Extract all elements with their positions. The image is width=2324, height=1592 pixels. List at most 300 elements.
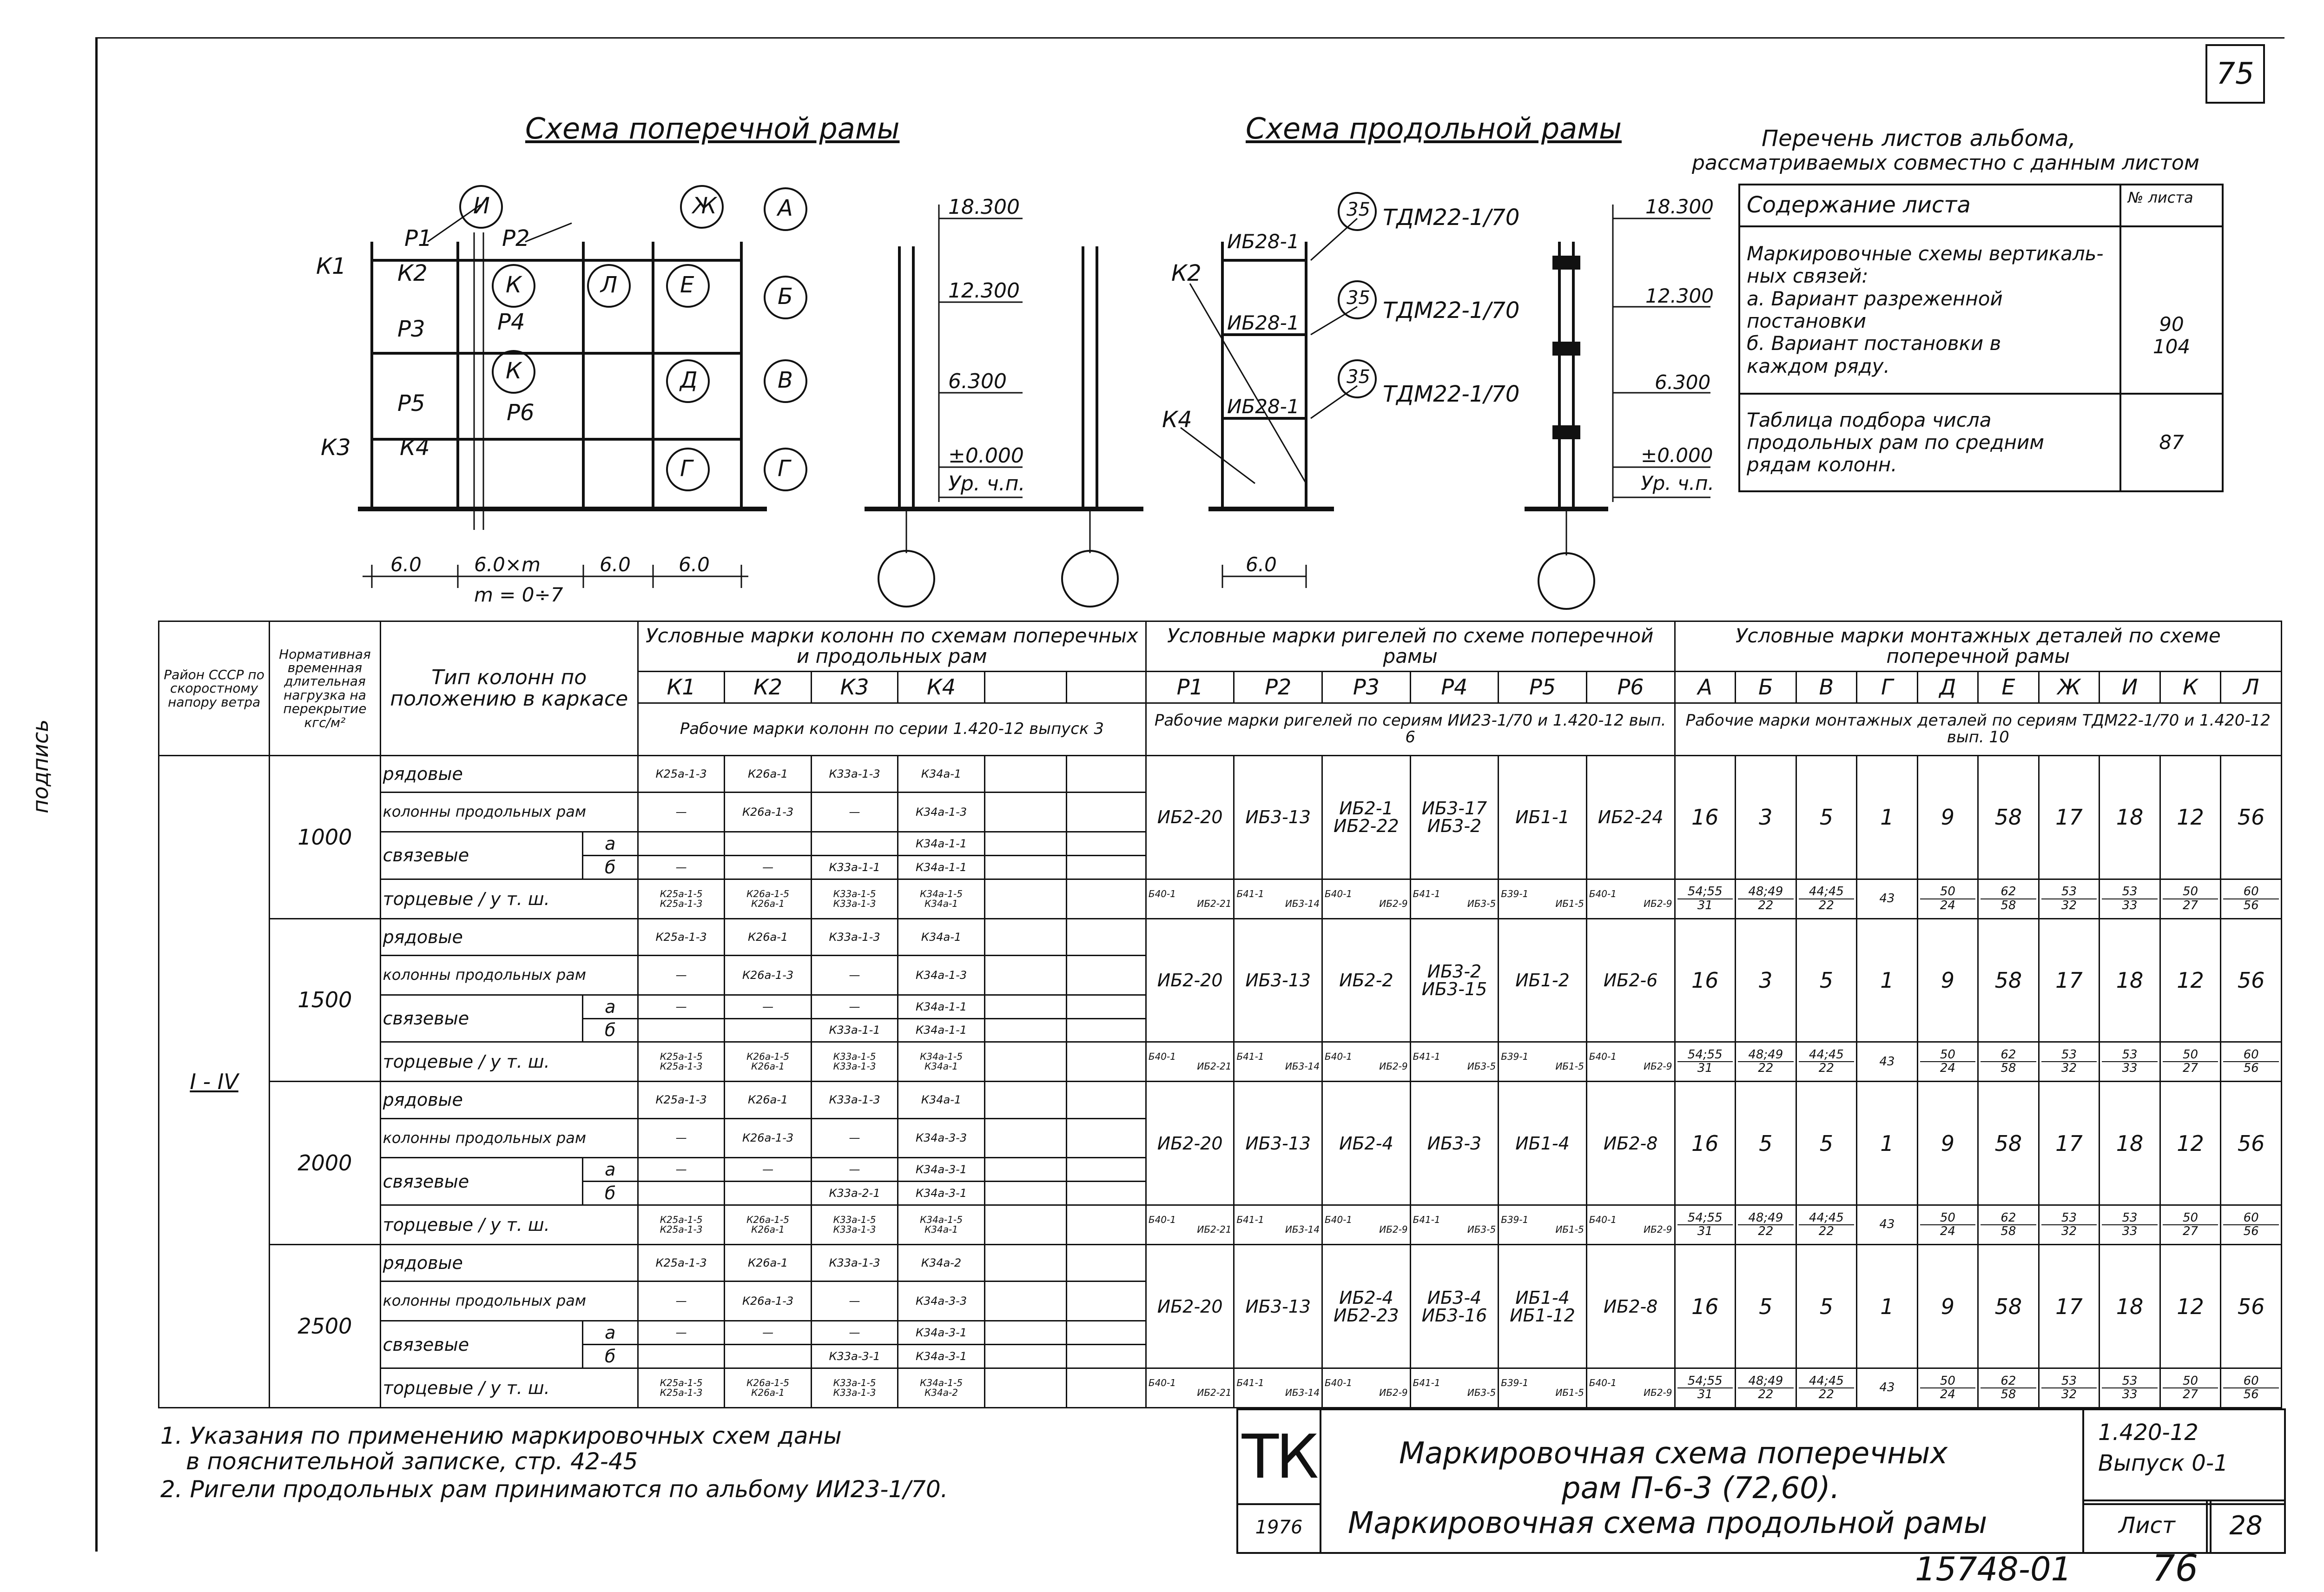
- det-end-mark: 22: [1818, 1387, 1834, 1401]
- tie-b: б: [582, 855, 638, 879]
- col-mark-end: [638, 1205, 724, 1245]
- col-head: К3: [811, 671, 898, 703]
- sheet-label: Лист: [2119, 1513, 2175, 1539]
- col-mark: [638, 832, 724, 855]
- det-end-mark: 33: [2122, 1224, 2138, 1239]
- col-head: К1: [638, 671, 724, 703]
- col-mark: [811, 832, 898, 855]
- rig-head: Р3: [1322, 671, 1411, 703]
- label-P2: Р2: [502, 225, 530, 251]
- rig-mark: ИБ2-20: [1157, 807, 1223, 828]
- det-end-mark: 54;55: [1677, 1212, 1733, 1225]
- col-mark-end: [898, 879, 984, 918]
- col-mark: К34а-3-1: [898, 1182, 984, 1205]
- head-col-work: Рабочие марки колонн по серии 1.420-12 выпуск 3: [638, 703, 1146, 755]
- det-end-mark: 62: [1981, 885, 2036, 899]
- col-mark: К33а-2-1: [811, 1182, 898, 1205]
- col-mark: К34а-1-3: [898, 792, 984, 832]
- det-end-mark: 53: [2041, 1049, 2097, 1062]
- det-mark: 9: [1917, 755, 1978, 879]
- end-mark: К25а-1-5: [660, 1214, 703, 1226]
- type-row: рядовые: [380, 755, 638, 792]
- rig-cell: [1499, 1245, 1587, 1368]
- rig-end-mark: Б40-1: [1325, 888, 1353, 899]
- rig-end: [1322, 879, 1411, 918]
- rig-mark: ИБ2-22: [1333, 816, 1399, 837]
- det-mark: 3: [1736, 755, 1796, 879]
- det-end-mark: 50: [1920, 1049, 1976, 1062]
- rig-end-mark: ИБ3-14: [1285, 1387, 1320, 1398]
- blank: [1066, 792, 1146, 832]
- blank: [1066, 1158, 1146, 1182]
- blank: [984, 792, 1066, 832]
- rig-mark: ИБ2-4: [1339, 1287, 1393, 1308]
- type-tie: связевые: [380, 832, 582, 879]
- logo-box: [1236, 1408, 1321, 1554]
- det-mark: 9: [1917, 1082, 1978, 1205]
- rig-head: Р6: [1586, 671, 1675, 703]
- col-mark: —: [811, 792, 898, 832]
- rig-mark: ИБ2-2: [1339, 970, 1393, 991]
- rig-end-mark: ИБ2-9: [1644, 898, 1672, 909]
- det-mark: 16: [1675, 918, 1736, 1042]
- end-mark: К26а-1: [751, 1387, 785, 1398]
- rig-end: [1146, 1042, 1234, 1082]
- col-mark: —: [725, 855, 811, 879]
- blank: [984, 1321, 1066, 1345]
- row1-line: б. Вариант постановки в: [1747, 332, 2001, 355]
- rig-end-mark: ИБ3-5: [1467, 898, 1496, 909]
- det-mark: 1: [1857, 918, 1918, 1042]
- circle-E: Е: [680, 272, 694, 298]
- rig-mark: ИБ2-20: [1157, 1133, 1223, 1154]
- col-mark: К26а-1: [725, 1082, 811, 1118]
- det-end: [1857, 1042, 1918, 1082]
- end-mark: К33а-1-3: [833, 898, 876, 909]
- col-mark-end: [898, 1368, 984, 1407]
- col-mark-end: [725, 1205, 811, 1245]
- det-end-mark: 44;45: [1799, 1049, 1855, 1062]
- col-mark-end: [811, 879, 898, 918]
- det-end-mark: 22: [1758, 1061, 1774, 1076]
- det-end-mark: 60: [2223, 1375, 2279, 1388]
- series-box: [2082, 1408, 2286, 1505]
- col-mark-end: [811, 1368, 898, 1407]
- rig-cell: [1499, 1082, 1587, 1205]
- rig-end: [1586, 1205, 1675, 1245]
- det-end-mark: 22: [1758, 898, 1774, 912]
- col-mark: К34а-1: [898, 755, 984, 792]
- head-region: Район СССР по скоростному напору ветра: [159, 621, 270, 756]
- det-head: Б: [1736, 671, 1796, 703]
- head-det-work: Рабочие марки монтажных деталей по сериям ТДМ22-1/70 и 1.420-12 вып. 10: [1675, 703, 2282, 755]
- type-end: торцевые / у т. ш.: [380, 879, 638, 918]
- rig-end-mark: Б40-1: [1589, 1051, 1617, 1063]
- det-end-mark: 22: [1818, 898, 1834, 912]
- rig-mark: ИБ3-13: [1245, 1296, 1311, 1317]
- col-mark-end: [725, 1368, 811, 1407]
- sheet-no: 28: [2229, 1511, 2263, 1541]
- level-6300: 6.300: [948, 370, 1007, 393]
- long-tdm-2: ТДМ22-1/70: [1383, 297, 1520, 324]
- bottom-page: 76: [2152, 1548, 2199, 1590]
- rig-mark: ИБ3-2: [1427, 961, 1482, 982]
- col-mark: —: [638, 855, 724, 879]
- sheet-list-row1-no: [2120, 226, 2223, 394]
- transverse-frame-title: Схема поперечной рамы: [525, 112, 900, 145]
- det-end-mark: 32: [2061, 898, 2077, 912]
- det-end-mark: 53: [2102, 1375, 2158, 1388]
- det-mark: 3: [1736, 918, 1796, 1042]
- rig-end-mark: Б39-1: [1501, 1051, 1529, 1063]
- blank: [984, 1345, 1066, 1368]
- det-end-mark: 50: [1920, 885, 1976, 899]
- col-head-blank: [1066, 671, 1146, 703]
- det-mark: 16: [1675, 1082, 1736, 1205]
- dim-3: 6.0: [600, 553, 631, 576]
- col-mark: К34а-1-3: [898, 955, 984, 995]
- rig-cell: [1499, 918, 1587, 1042]
- col-mark: К33а-3-1: [811, 1345, 898, 1368]
- det-mark: 58: [1978, 918, 2039, 1042]
- col-mark: К34а-1-1: [898, 1018, 984, 1042]
- rig-mark: ИБ3-13: [1245, 807, 1311, 828]
- blank: [984, 755, 1066, 792]
- blank: [1066, 855, 1146, 879]
- blank: [984, 918, 1066, 955]
- rig-cell: [1586, 1245, 1675, 1368]
- blank: [1066, 1368, 1146, 1407]
- rig-end-mark: ИБ1-5: [1555, 1061, 1584, 1072]
- rig-cell: [1322, 918, 1411, 1042]
- blank: [984, 1182, 1066, 1205]
- det-mark: 18: [2100, 755, 2160, 879]
- end-mark: К26а-1: [751, 1224, 785, 1235]
- end-mark: К34а-1: [924, 1061, 958, 1072]
- blank: [984, 879, 1066, 918]
- det-end: [2100, 1205, 2160, 1245]
- det-end-mark: 43: [1879, 891, 1895, 905]
- row2-line: продольных рам по средним: [1747, 430, 2044, 454]
- col-mark: —: [725, 1158, 811, 1182]
- det-end-mark: 22: [1758, 1387, 1774, 1401]
- col-mark-end: [898, 1205, 984, 1245]
- col-mark: К26а-1: [725, 755, 811, 792]
- det-end: [1978, 879, 2039, 918]
- det-end: [1917, 1042, 1978, 1082]
- level-0000: ±0.000: [948, 444, 1024, 468]
- col-mark: К34а-1-1: [898, 832, 984, 855]
- year: 1976: [1238, 1503, 1320, 1550]
- rig-end: [1322, 1042, 1411, 1082]
- row2-line: Таблица подбора числа: [1747, 408, 1992, 431]
- col-mark: —: [811, 1321, 898, 1345]
- det-mark: 5: [1796, 1082, 1857, 1205]
- det-end-mark: 44;45: [1799, 1375, 1855, 1388]
- rig-mark: ИБ2-6: [1603, 970, 1658, 991]
- rig-mark: ИБ2-20: [1157, 970, 1223, 991]
- col-mark: —: [638, 995, 724, 1018]
- rig-end-mark: Б41-1: [1236, 1051, 1264, 1063]
- det-end: [2039, 879, 2100, 918]
- row1-line: постановки: [1747, 310, 1867, 332]
- col-mark-end: [638, 879, 724, 918]
- col-mark: К33а-1-3: [811, 1082, 898, 1118]
- col-mark: К34а-3-1: [898, 1345, 984, 1368]
- rig-mark: ИБ2-20: [1157, 1296, 1223, 1317]
- marking-table: [158, 621, 2282, 1408]
- col-mark: К33а-1-1: [811, 1018, 898, 1042]
- det-end-mark: 54;55: [1677, 1375, 1733, 1388]
- det-mark: 9: [1917, 918, 1978, 1042]
- tie-a: а: [582, 995, 638, 1018]
- det-end: [1978, 1205, 2039, 1245]
- region: I - IV: [159, 755, 270, 1407]
- det-head: Ж: [2039, 671, 2100, 703]
- note-1a: 1. Указания по применению маркировочных схем даны: [160, 1422, 842, 1449]
- det-end-mark: 58: [2000, 1061, 2016, 1076]
- blank: [1066, 955, 1146, 995]
- det-end: [1736, 879, 1796, 918]
- det-end-mark: 50: [2163, 885, 2218, 899]
- det-mark: 12: [2160, 755, 2221, 879]
- det-head: В: [1796, 671, 1857, 703]
- rig-end-mark: ИБ1-5: [1555, 898, 1584, 909]
- long-ub-1: ИБ28-1: [1227, 230, 1300, 253]
- det-mark: 9: [1917, 1245, 1978, 1368]
- tie-a: а: [582, 832, 638, 855]
- det-mark: 58: [1978, 1082, 2039, 1205]
- rig-end-mark: Б39-1: [1501, 888, 1529, 899]
- det-mark: 17: [2039, 1082, 2100, 1205]
- rig-end: [1410, 1205, 1499, 1245]
- dim-m-range: m = 0÷7: [474, 583, 563, 606]
- col-mark: —: [811, 1158, 898, 1182]
- rig-end-mark: ИБ2-9: [1379, 1387, 1408, 1398]
- det-end: [2221, 1042, 2282, 1082]
- rig-end: [1410, 1368, 1499, 1407]
- det-mark: 5: [1796, 755, 1857, 879]
- det-end: [1736, 1042, 1796, 1082]
- rig-mark: ИБ2-23: [1333, 1305, 1399, 1326]
- col-mark-end: [725, 1042, 811, 1082]
- blank: [1066, 1321, 1146, 1345]
- blank: [984, 1042, 1066, 1082]
- det-end-mark: 62: [1981, 1049, 2036, 1062]
- load-value: 1500: [270, 918, 380, 1082]
- rig-end-mark: ИБ3-14: [1285, 1224, 1320, 1235]
- det-end-mark: 58: [2000, 898, 2016, 912]
- det-end-mark: 50: [2163, 1375, 2218, 1388]
- det-end: [2221, 879, 2282, 918]
- det-end-mark: 56: [2243, 1224, 2259, 1239]
- rig-cell: [1234, 1245, 1322, 1368]
- long-ub-3: ИБ28-1: [1227, 395, 1300, 418]
- det-mark: 58: [1978, 1245, 2039, 1368]
- circle-L: Л: [601, 272, 618, 298]
- circle-V: В: [778, 367, 793, 393]
- end-mark: К26а-1-5: [746, 1377, 789, 1388]
- end-mark: К25а-1-3: [660, 898, 703, 909]
- det-end-mark: 60: [2223, 885, 2279, 899]
- rig-end-mark: ИБ2-9: [1644, 1224, 1672, 1235]
- circle-G1: Г: [680, 456, 693, 482]
- head-det-marks: Условные марки монтажных деталей по схеме поперечной рамы: [1675, 621, 2282, 672]
- type-row: рядовые: [380, 1082, 638, 1118]
- dim-1: 6.0: [390, 553, 422, 576]
- bottom-code: 15748-01: [1915, 1550, 2072, 1588]
- col-mark: [638, 1182, 724, 1205]
- det-end-mark: 24: [1940, 898, 1955, 912]
- det-mark: 5: [1796, 918, 1857, 1042]
- det-end: [1857, 879, 1918, 918]
- col-mark: К34а-2: [898, 1245, 984, 1282]
- det-end: [1675, 879, 1736, 918]
- long-level-0000: ±0.000: [1641, 444, 1713, 467]
- tie-b: б: [582, 1182, 638, 1205]
- end-mark: К33а-1-5: [833, 1377, 876, 1388]
- circle-D: Д: [680, 367, 698, 393]
- rig-end-mark: Б41-1: [1236, 888, 1264, 899]
- col-mark-end: [725, 879, 811, 918]
- det-mark: 16: [1675, 755, 1736, 879]
- det-end-mark: 43: [1879, 1054, 1895, 1069]
- rig-end: [1234, 879, 1322, 918]
- rig-end-mark: ИБ2-21: [1197, 1387, 1232, 1398]
- rig-cell: [1234, 918, 1322, 1042]
- det-end: [1857, 1205, 1918, 1245]
- rig-end-mark: ИБ2-21: [1197, 1061, 1232, 1072]
- sheet-list-row2-no: 87: [2120, 394, 2223, 491]
- det-end-mark: 31: [1697, 898, 1713, 912]
- rig-mark: ИБ3-16: [1421, 1305, 1487, 1326]
- col-mark: —: [638, 1118, 724, 1158]
- det-end-mark: 32: [2061, 1224, 2077, 1239]
- det-head: И: [2100, 671, 2160, 703]
- col-mark: [638, 1018, 724, 1042]
- col-mark: —: [725, 995, 811, 1018]
- row1-line: Маркировочные схемы вертикаль-: [1747, 242, 2104, 265]
- label-P3: Р3: [397, 316, 425, 342]
- rig-end-mark: Б40-1: [1148, 888, 1176, 899]
- col-head: К2: [725, 671, 811, 703]
- rig-end-mark: Б39-1: [1501, 1214, 1529, 1226]
- long-n-1: 35: [1347, 199, 1370, 220]
- det-end: [1675, 1042, 1736, 1082]
- end-mark: К26а-1: [751, 898, 785, 909]
- det-end-mark: 60: [2223, 1212, 2279, 1225]
- load-value: 1000: [270, 755, 380, 918]
- det-end-mark: 24: [1940, 1224, 1955, 1239]
- rig-head: Р4: [1410, 671, 1499, 703]
- load-value: 2500: [270, 1245, 380, 1408]
- rig-end: [1146, 879, 1234, 918]
- det-end: [2100, 879, 2160, 918]
- end-mark: К26а-1-5: [746, 1214, 789, 1226]
- blank: [984, 1282, 1066, 1321]
- col-mark: К34а-1: [898, 1082, 984, 1118]
- blank: [984, 1018, 1066, 1042]
- margin-stamp: подпись: [28, 719, 53, 813]
- blank: [984, 1082, 1066, 1118]
- rig-end-mark: Б40-1: [1148, 1214, 1176, 1226]
- det-end: [2039, 1042, 2100, 1082]
- note-2: 2. Ригели продольных рам принимаются по альбому ИИ23-1/70.: [160, 1476, 948, 1503]
- rig-end-mark: ИБ1-5: [1555, 1387, 1584, 1398]
- long-n-2: 35: [1347, 287, 1370, 309]
- level-floor: Ур. ч.п.: [948, 472, 1025, 495]
- rig-end: [1234, 1205, 1322, 1245]
- rig-cell: [1146, 918, 1234, 1042]
- rig-cell: [1410, 1245, 1499, 1368]
- rig-cell: [1586, 918, 1675, 1042]
- long-ub-2: ИБ28-1: [1227, 311, 1300, 334]
- col-mark: [725, 1345, 811, 1368]
- end-mark: К25а-1-5: [660, 1051, 703, 1063]
- long-level-12300: 12.300: [1645, 284, 1714, 307]
- end-mark: К25а-1-3: [660, 1061, 703, 1072]
- det-mark: 18: [2100, 1245, 2160, 1368]
- col-mark: —: [638, 792, 724, 832]
- col-mark: —: [638, 1321, 724, 1345]
- det-end-mark: 50: [2163, 1212, 2218, 1225]
- rig-end-mark: Б40-1: [1325, 1214, 1353, 1226]
- blank: [1066, 1042, 1146, 1082]
- det-end: [1978, 1368, 2039, 1407]
- blank: [1066, 755, 1146, 792]
- sheet-no: 90: [2159, 312, 2184, 336]
- det-end-mark: 62: [1981, 1375, 2036, 1388]
- rig-cell: [1322, 1245, 1411, 1368]
- det-end-mark: 58: [2000, 1224, 2016, 1239]
- rig-mark: ИБ3-4: [1427, 1287, 1482, 1308]
- col-mark: К34а-3-1: [898, 1158, 984, 1182]
- det-end-mark: 24: [1940, 1387, 1955, 1401]
- det-end-mark: 58: [2000, 1387, 2016, 1401]
- det-end: [1917, 1368, 1978, 1407]
- det-end-mark: 22: [1818, 1061, 1834, 1076]
- det-end-mark: 50: [1920, 1375, 1976, 1388]
- det-end: [2160, 879, 2221, 918]
- col-mark: —: [811, 955, 898, 995]
- col-mark: К33а-1-3: [811, 755, 898, 792]
- rig-mark: ИБ2-1: [1339, 798, 1393, 819]
- end-mark: К26а-1-5: [746, 888, 789, 899]
- rig-end: [1586, 1042, 1675, 1082]
- rig-mark: ИБ3-17: [1421, 798, 1487, 819]
- end-mark: К26а-1: [751, 1061, 785, 1072]
- col-mark: —: [638, 955, 724, 995]
- tie-a: а: [582, 1158, 638, 1182]
- sheet-list-title-1: Перечень листов альбома,: [1762, 126, 2076, 152]
- det-end-mark: 44;45: [1799, 885, 1855, 899]
- det-end-mark: 56: [2243, 1061, 2259, 1076]
- det-end: [1675, 1368, 1736, 1407]
- end-mark: К25а-1-3: [660, 1224, 703, 1235]
- circle-A: А: [778, 195, 793, 221]
- rig-end-mark: ИБ3-5: [1467, 1061, 1496, 1072]
- rig-end-mark: ИБ1-5: [1555, 1224, 1584, 1235]
- label-P1: Р1: [404, 225, 432, 251]
- det-end-mark: 53: [2041, 1212, 2097, 1225]
- det-mark: 16: [1675, 1245, 1736, 1368]
- rig-cell: [1234, 1082, 1322, 1205]
- col-mark: К34а-3-3: [898, 1282, 984, 1321]
- rig-mark: ИБ2-8: [1603, 1133, 1658, 1154]
- sheet-label-box: [2082, 1500, 2212, 1554]
- det-mark: 18: [2100, 918, 2160, 1042]
- rig-head: Р5: [1499, 671, 1587, 703]
